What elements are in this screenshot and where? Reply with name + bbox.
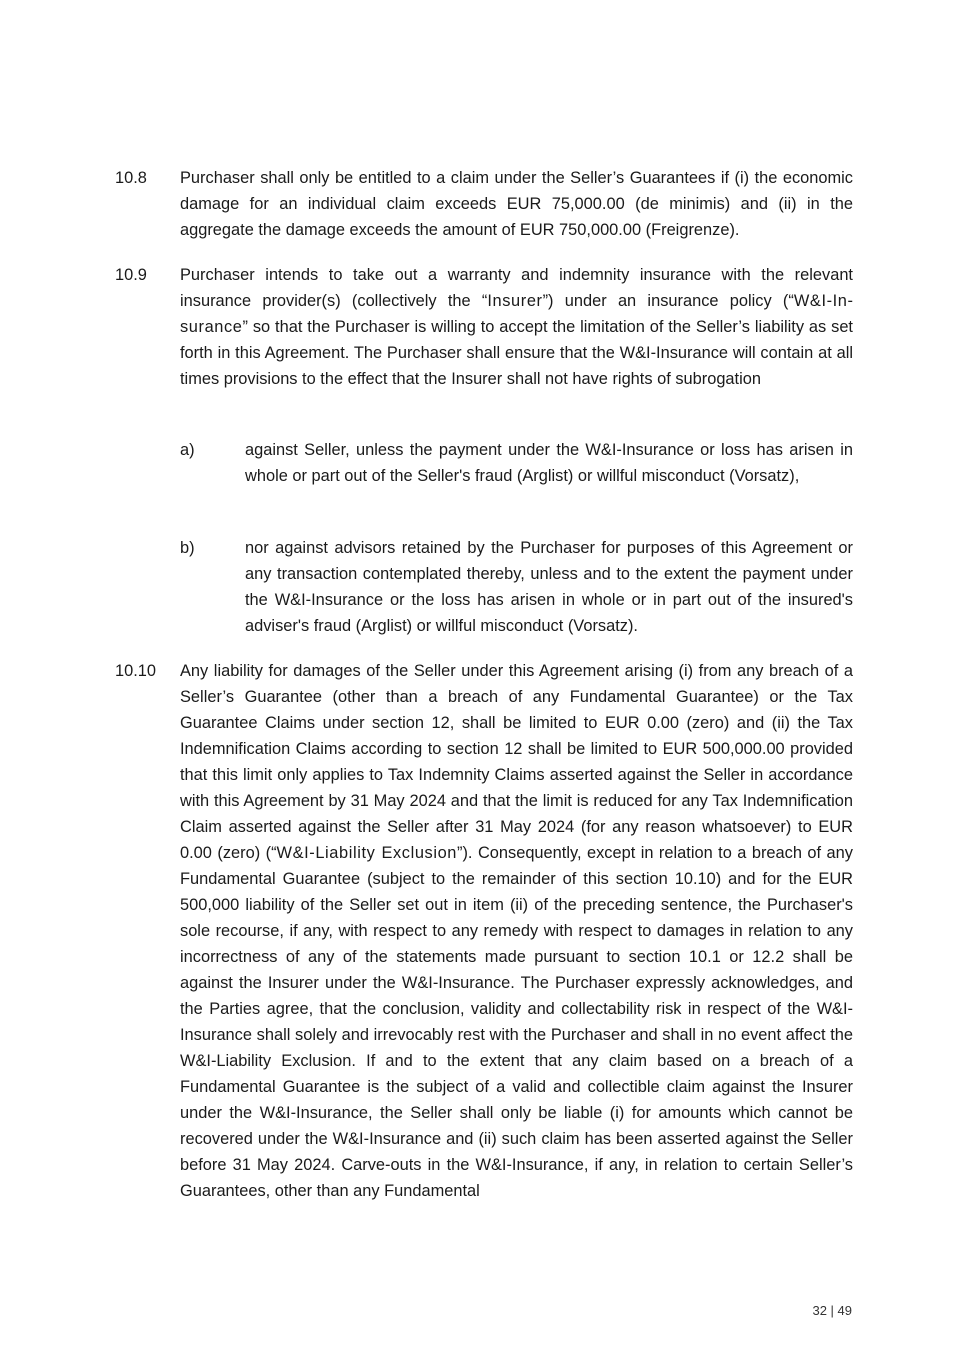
sub-clause-a [180,437,853,489]
clause-text: Purchaser shall only be entitled to a claim under the Seller’s Guarantees if (i) the economic damage for an individual claim exceeds EUR 75,000.00 (de minimis) and (ii) in the aggregate the damage exceeds the amount of EUR 750,000.00 (Freigrenze). [180,169,853,239]
sub-clause-b [180,535,853,639]
clause-number: 10.9 [115,266,147,284]
sub-clause-letter: b) [180,539,195,557]
defined-term: Insurer [487,292,543,310]
clause-10-9 [115,262,853,392]
defined-term: W&I-Insurance [180,292,853,336]
clause-text [180,262,853,392]
clause-text-segment: ”) under an insurance policy (“ [542,292,794,310]
clause-number: 10.8 [115,169,147,187]
sub-clause-text: against Seller, unless the payment under the W&I-Insurance or loss has arisen in whole or part out of the Seller's fraud (Arglist) or willful misconduct (Vorsatz), [245,441,853,485]
clause-number: 10.10 [115,662,157,680]
clause-10-8 [115,165,853,243]
sub-clause-letter: a) [180,441,195,459]
sub-clause-text: nor against advisors retained by the Purchaser for purposes of this Agreement or any transaction contemplated thereby, unless and to the extent the payment under the W&I-Insurance or the loss has arisen in whole or in part out of the insured's adviser's fraud (Arglist) or willful misconduct (Vorsatz). [245,539,853,635]
clause-text-segment: ” so that the Purchaser is willing to accept the limitation of the Seller’s liability as set forth in this Agreement. The Purchaser shall ensure that the W&I-Insurance will contain at all times provisions to the effect that the Insurer shall not have rights of subrogation [180,318,853,388]
page-number: 32 | 49 [812,1303,852,1318]
clause-10-10 [115,658,853,1204]
clause-text [180,658,853,1204]
clause-text-segment: ”). Consequently, except in relation to a breach of any Fundamental Guarantee (subject to the remainder of this section 10.10) and for the EUR 500,000 liability of the Seller set out in item (ii) of the preceding sentence, the Purchaser's sole recourse, if any, with respect to any remedy with respect to damages in relation to any incorrectness of any of the statements made pursuant to section 10.1 or 12.2 shall be against the Insurer under the W&I-Insurance. The Purchaser expressly acknowledges, and the Parties agree, that the conclusion, validity and collectability risk in respect of the W&I-Insurance shall solely and irrevocably rest with the Purchaser and shall in no event affect the W&I-Liability Exclusion. If and to the extent that any claim based on a breach of a Fundamental Guarantee is the subject of a valid and collectible claim against the Insurer under the W&I-Insurance, the Seller shall only be liable (i) for amounts which cannot be recovered under the W&I-Insurance and (ii) such claim has been asserted against the Seller before 31 May 2024. Carve-outs in the W&I-Insurance, if any, in relation to certain Seller’s Guarantees, other than any Fundamental [180,844,853,1200]
clause-text-segment: Any liability for damages of the Seller under this Agreement arising (i) from any breach of a Seller’s Guarantee (other than a breach of any Fundamental Guarantee) or the Tax Guarantee Claims under section 12, shall be limited to EUR 0.00 (zero) and (ii) the Tax Indemnification Claims according to section 12 shall be limited to EUR 500,000.00 provided that this limit only applies to Tax Indemnity Claims asserted against the Seller in accordance with this Agreement by 31 May 2024 and that the limit is reduced for any Tax Indemnification Claim asserted against the Seller after 31 May 2024 (for any reason whatsoever) to EUR 0.00 (zero) (“ [180,662,853,862]
defined-term: W&I-Liability Exclusion [276,844,458,862]
clause-text-segment: Purchaser intends to take out a warranty and indemnity insurance with the relevant insurance provider(s) (collectively the “ [180,266,853,310]
